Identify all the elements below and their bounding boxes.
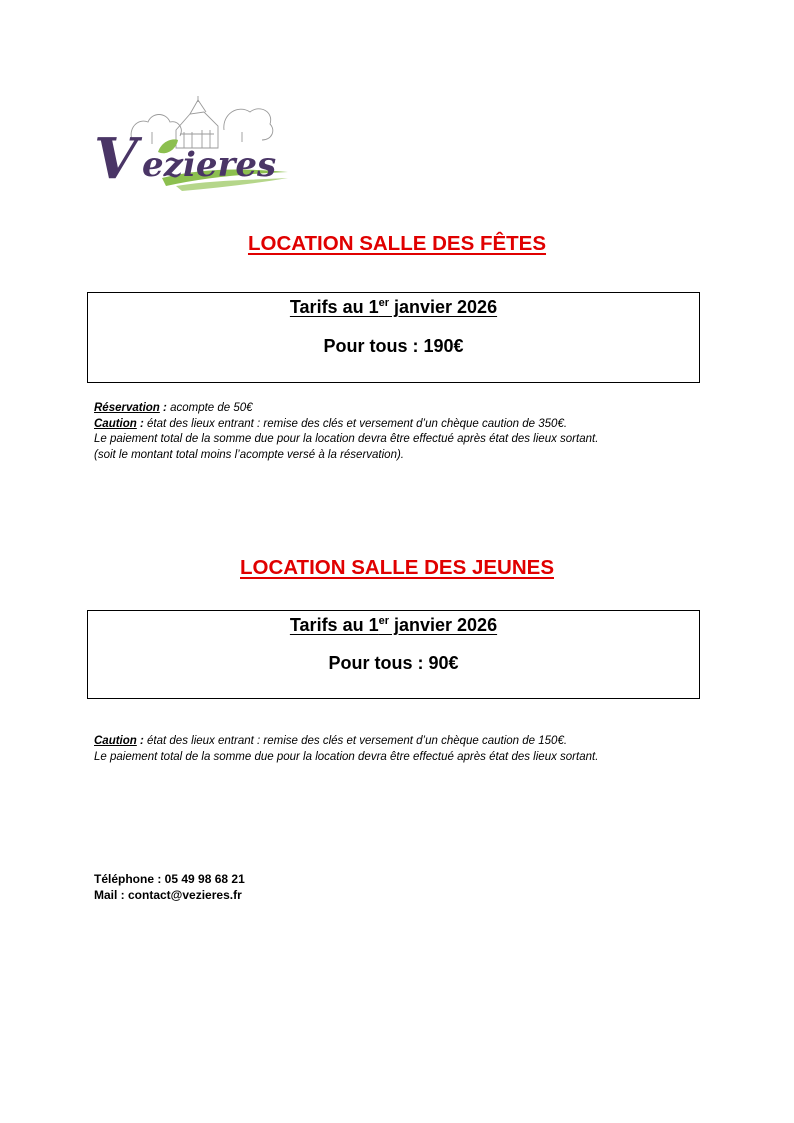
- contact-block: [94, 872, 245, 903]
- notes-salle-des-jeunes: [94, 734, 598, 765]
- tarif-prefix: Tarifs au 1: [289, 297, 379, 317]
- note-line: Le paiement total de la somme due pour la location devra être effectué après état des lieux sortant.: [94, 433, 599, 445]
- logo-v-letter: V: [94, 126, 138, 192]
- note-line: Le paiement total de la somme due pour la location devra être effectué après état des lieux sortant.: [94, 750, 599, 763]
- price-line: Pour tous : 90€: [328, 653, 459, 673]
- logo-graphic: [92, 92, 296, 192]
- logo-name-rest: ezieres: [142, 145, 277, 185]
- tarif-date-line: [88, 615, 699, 636]
- note-line: Caution : état des lieux entrant : remise des clés et versement d’un chèque caution de 150€.: [94, 735, 568, 747]
- note-line: (soit le montant total moins l’acompte versé à la réservation).: [94, 448, 404, 461]
- contact-mail: Mail : contact@vezieres.fr: [94, 887, 242, 902]
- tarif-suffix: janvier 2026: [389, 297, 498, 317]
- price-box-salle-des-fetes: [87, 292, 700, 383]
- tarif-suffix: janvier 2026: [389, 615, 498, 635]
- price-box-salle-des-jeunes: [87, 610, 700, 699]
- tarif-sup: er: [378, 297, 389, 309]
- tarif-sup: er: [378, 615, 389, 627]
- price-line: Pour tous : 190€: [323, 336, 464, 356]
- vezieres-logo: [92, 92, 296, 192]
- section-title-salle-des-fetes: LOCATION SALLE DES FÊTES: [247, 232, 547, 255]
- note-line: Réservation : acompte de 50€: [94, 402, 253, 414]
- notes-salle-des-fetes: [94, 401, 598, 463]
- section-title-salle-des-jeunes: LOCATION SALLE DES JEUNES: [240, 556, 554, 579]
- tarif-date-line: [88, 297, 699, 318]
- tarif-prefix: Tarifs au 1: [289, 615, 379, 635]
- contact-phone: Téléphone : 05 49 98 68 21: [94, 872, 245, 886]
- note-line: Caution : état des lieux entrant : remise des clés et versement d’un chèque caution de 350€.: [94, 417, 568, 430]
